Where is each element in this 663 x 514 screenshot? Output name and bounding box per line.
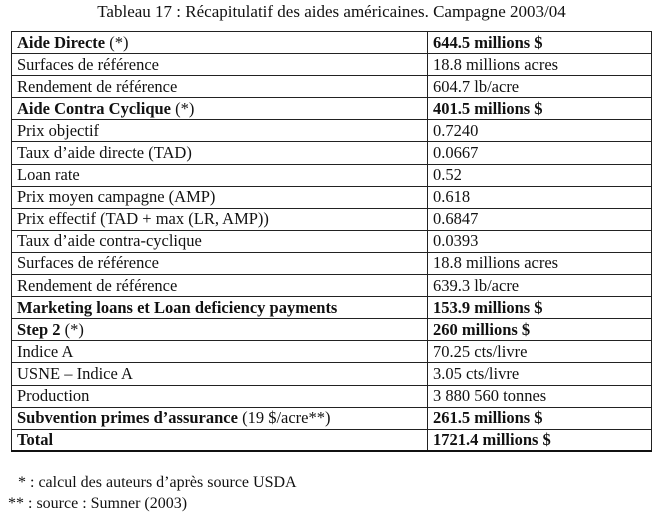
row-value: 0.0667 bbox=[428, 142, 652, 164]
row-value: 0.6847 bbox=[428, 208, 652, 230]
row-value: 18.8 millions acres bbox=[428, 54, 652, 76]
row-value: 644.5 millions $ bbox=[428, 32, 652, 54]
row-label: Aide Contra Cyclique (*) bbox=[12, 98, 428, 120]
table-row bbox=[12, 120, 652, 142]
row-value: 0.52 bbox=[428, 164, 652, 186]
row-label: Loan rate bbox=[12, 164, 428, 186]
row-label: Prix objectif bbox=[12, 120, 428, 142]
row-value: 0.7240 bbox=[428, 120, 652, 142]
table-row bbox=[12, 164, 652, 186]
row-value: 153.9 millions $ bbox=[428, 297, 652, 319]
table-row-marketing-loans bbox=[12, 297, 652, 319]
table-row-subvention-assurance bbox=[12, 407, 652, 429]
table-row-aide-contra-cyclique bbox=[12, 98, 652, 120]
table-row bbox=[12, 208, 652, 230]
row-label: Subvention primes d’assurance (19 $/acre**) bbox=[12, 407, 428, 429]
row-value: 0.0393 bbox=[428, 230, 652, 252]
table-row-step-2 bbox=[12, 319, 652, 341]
row-value: 0.618 bbox=[428, 186, 652, 208]
table-row bbox=[12, 230, 652, 252]
row-value: 401.5 millions $ bbox=[428, 98, 652, 120]
recap-table bbox=[11, 31, 652, 452]
table-row bbox=[12, 275, 652, 297]
row-label: Prix moyen campagne (AMP) bbox=[12, 186, 428, 208]
table-row bbox=[12, 252, 652, 274]
row-label: USNE – Indice A bbox=[12, 363, 428, 385]
row-value: 1721.4 millions $ bbox=[428, 429, 652, 451]
row-label: Production bbox=[12, 385, 428, 407]
table-row bbox=[12, 385, 652, 407]
row-label: Taux d’aide contra-cyclique bbox=[12, 230, 428, 252]
footnote-usda: * : calcul des auteurs d’après source USDA bbox=[18, 474, 297, 491]
footnote-sumner: ** : source : Sumner (2003) bbox=[8, 495, 188, 512]
table-row bbox=[12, 142, 652, 164]
table-row bbox=[12, 186, 652, 208]
row-value: 3.05 cts/livre bbox=[428, 363, 652, 385]
row-value: 604.7 lb/acre bbox=[428, 76, 652, 98]
row-value: 260 millions $ bbox=[428, 319, 652, 341]
row-label: Prix effectif (TAD + max (LR, AMP)) bbox=[12, 208, 428, 230]
row-label: Step 2 (*) bbox=[12, 319, 428, 341]
table-caption: Tableau 17 : Récapitulatif des aides américaines. Campagne 2003/04 bbox=[97, 2, 566, 21]
table-row-total bbox=[12, 429, 652, 451]
table-row bbox=[12, 54, 652, 76]
row-label: Total bbox=[12, 429, 428, 451]
row-label: Aide Directe (*) bbox=[12, 32, 428, 54]
row-value: 261.5 millions $ bbox=[428, 407, 652, 429]
row-value: 3 880 560 tonnes bbox=[428, 385, 652, 407]
table-row bbox=[12, 341, 652, 363]
table-row bbox=[12, 76, 652, 98]
row-value: 18.8 millions acres bbox=[428, 252, 652, 274]
row-value: 70.25 cts/livre bbox=[428, 341, 652, 363]
row-value: 639.3 lb/acre bbox=[428, 275, 652, 297]
table-row bbox=[12, 363, 652, 385]
row-label: Rendement de référence bbox=[12, 275, 428, 297]
row-label: Surfaces de référence bbox=[12, 252, 428, 274]
row-label: Taux d’aide directe (TAD) bbox=[12, 142, 428, 164]
row-label: Marketing loans et Loan deficiency payments bbox=[12, 297, 428, 319]
row-label: Rendement de référence bbox=[12, 76, 428, 98]
row-label: Indice A bbox=[12, 341, 428, 363]
table-row-aide-directe bbox=[12, 32, 652, 54]
row-label: Surfaces de référence bbox=[12, 54, 428, 76]
